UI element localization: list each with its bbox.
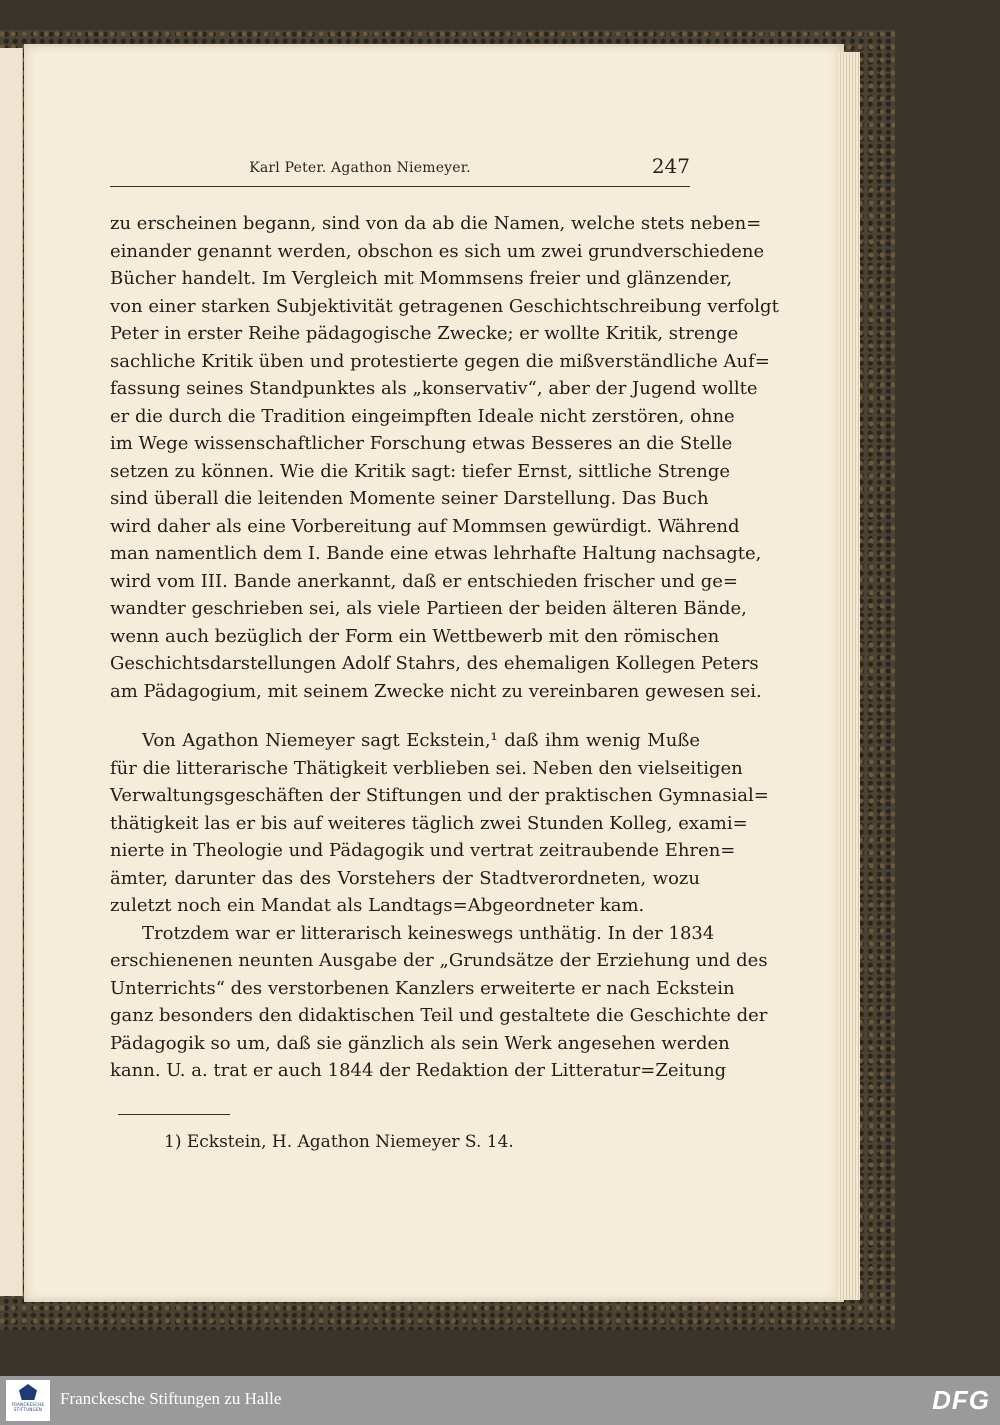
paragraph-1 [110,210,779,705]
text-line: man namentlich dem I. Bande eine etwas lehrhafte Haltung nachsagte, [110,543,762,564]
text-line: wird daher als eine Vorbereitung auf Mommsen gewürdigt. Während [110,515,740,537]
page-stack-edges [838,52,860,1300]
institution-name: Franckesche Stiftungen zu Halle [60,1389,282,1408]
text-line: fassung seines Standpunktes als „konservativ“, aber der Jugend wollte [110,378,758,399]
text-line: thätigkeit las er bis auf weiteres täglich zwei Stunden Kolleg, exami= [110,812,748,834]
text-line: Verwaltungsgeschäften der Stiftungen und der praktischen Gymnasial= [110,785,769,806]
text-line: im Wege wissenschaftlicher Forschung etwas Besseres an die Stelle [110,433,733,454]
text-line: Pädagogik so um, daß sie gänzlich als sein Werk angesehen werden [110,1032,730,1054]
footnote-rule [118,1114,230,1115]
text-line: setzen zu können. Wie die Kritik sagt: tiefer Ernst, sittliche Strenge [110,460,731,482]
paragraph-gap [110,705,700,727]
paragraph-3 [110,920,768,1085]
text-line: zu erscheinen begann, sind von da ab die Namen, welche stets neben= [110,213,762,234]
text-line: für die litterarische Thätigkeit verblieben sei. Neben den vielseitigen [110,757,743,779]
body-text [110,210,779,1085]
crest-icon [19,1384,37,1400]
page-header [110,152,690,187]
text-line: ganz besonders den didaktischen Teil und gestaltete die Geschichte der [110,1005,768,1026]
text-line: er die durch die Tradition eingeimpften Ideale nicht zerstören, ohne [110,405,735,427]
text-line: von einer starken Subjektivität getragenen Geschichtschreibung verfolgt [110,295,779,317]
logo-text: FRANCKESCHE STIFTUNGEN [11,1402,45,1412]
page-number: 247 [651,154,690,178]
text-line: kann. U. a. trat er auch 1844 der Redaktion der Litteratur=Zeitung [110,1060,727,1081]
text-line: wird vom III. Bande anerkannt, daß er entschieden frischer und ge= [110,570,738,592]
text-line: sind überall die leitenden Momente seiner Darstellung. Das Buch [110,488,709,509]
text-line: Trotzdem war er litterarisch keineswegs unthätig. In der 1834 [142,922,715,944]
text-line: nierte in Theologie und Pädagogik und vertrat zeitraubende Ehren= [110,840,736,861]
text-line: einander genannt werden, obschon es sich um zwei grundverschiedene [110,240,765,262]
text-line: Von Agathon Niemeyer sagt Eckstein,¹ daß ihm wenig Muße [142,730,700,751]
viewer-footer-bar [0,1376,1000,1425]
text-line: Bücher handelt. Im Vergleich mit Mommsens freier und glänzender, [110,268,733,289]
text-line: sachliche Kritik üben und protestierte gegen die mißverständliche Auf= [110,350,770,372]
text-line: erschienenen neunten Ausgabe der „Grundsätze der Erziehung und des [110,950,768,971]
footnote: 1) Eckstein, H. Agathon Niemeyer S. 14. [164,1132,514,1152]
text-line: Unterrichts“ des verstorbenen Kanzlers erweiterte er nach Eckstein [110,977,735,999]
text-line: ämter, darunter das des Vorstehers der Stadtverordneten, wozu [110,867,700,889]
dfg-logo[interactable]: DFG [932,1385,990,1415]
running-head: Karl Peter. Agathon Niemeyer. [249,160,471,176]
facing-page-edge [0,48,23,1296]
text-line: am Pädagogium, mit seinem Zwecke nicht zu vereinbaren gewesen sei. [110,680,762,702]
text-line: Geschichtsdarstellungen Adolf Stahrs, des ehemaligen Kollegen Peters [110,653,759,674]
text-line: wandter geschrieben sei, als viele Partieen der beiden älteren Bände, [110,598,747,619]
text-line: Peter in erster Reihe pädagogische Zwecke; er wollte Kritik, strenge [110,323,739,344]
text-line: wenn auch bezüglich der Form ein Wettbewerb mit den römischen [110,625,720,647]
paragraph-2 [110,727,769,920]
franckesche-stiftungen-logo[interactable] [6,1380,50,1421]
text-line: zuletzt noch ein Mandat als Landtags=Abgeordneter kam. [110,895,645,916]
